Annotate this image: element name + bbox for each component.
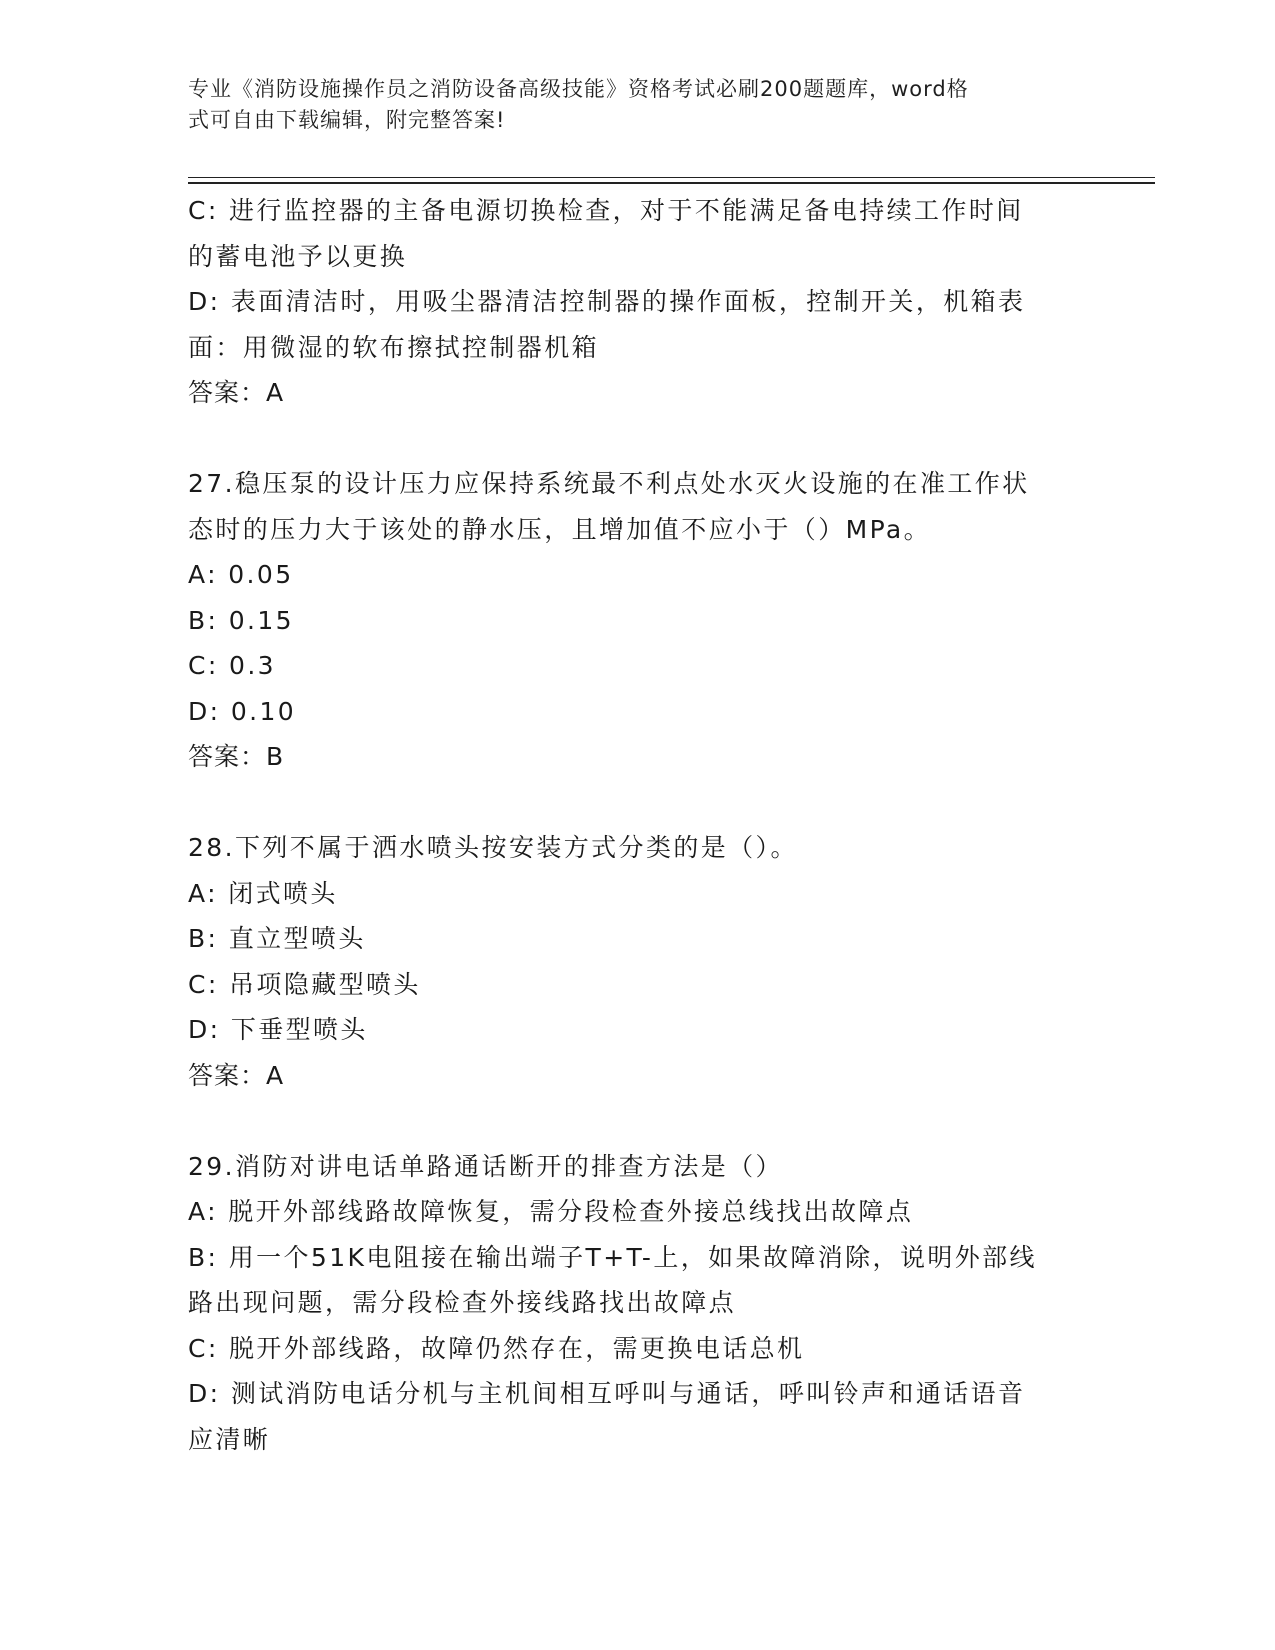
option-c: C: 进行监控器的主备电源切换检查，对于不能满足备电持续工作时间 [188,196,1024,225]
option-d: D: 测试消防电话分机与主机间相互呼叫与通话，呼叫铃声和通话语音 [188,1379,1026,1408]
spacer [188,1098,1088,1144]
option-d: D: 表面清洁时，用吸尘器清洁控制器的操作面板，控制开关，机箱表 [188,287,1026,316]
option-b: B: 0.15 [188,605,294,635]
header-divider-thick [188,182,1155,184]
question-stem: 29.消防对讲电话单路通话断开的排查方法是（） [188,1151,783,1181]
document-header [188,74,1068,136]
answer-label: 答案：B [188,742,285,771]
question-27 [188,461,1088,780]
question-stem: 28.下列不属于洒水喷头按安装方式分类的是（）。 [188,833,798,862]
question-29 [188,1144,1088,1463]
option-b: B: 用一个51K电阻接在输出端子T+T-上，如果故障消除，说明外部线 [188,1242,1037,1272]
header-line-1: 专业《消防设施操作员之消防设备高级技能》资格考试必刷200题题库，word格 [188,77,969,101]
option-b-continued: 路出现问题，需分段检查外接线路找出故障点 [188,1288,737,1317]
question-26-continued [188,188,1088,416]
option-d: D: 下垂型喷头 [188,1015,368,1044]
option-b: B: 直立型喷头 [188,924,366,953]
option-a: A: 脱开外部线路故障恢复，需分段检查外接总线找出故障点 [188,1197,914,1226]
option-c: C: 吊项隐藏型喷头 [188,969,421,999]
option-a: A: 闭式喷头 [188,878,338,908]
answer-label: 答案：A [188,378,285,407]
question-stem-continued: 态时的压力大于该处的静水压，且增加值不应小于（）MPa。 [188,514,932,544]
option-d: D: 0.10 [188,696,297,726]
question-stem: 27.稳压泵的设计压力应保持系统最不利点处水灭火设施的在准工作状 [188,469,1030,498]
option-d-continued: 面：用微湿的软布擦拭控制器机箱 [188,332,600,362]
option-c: C: 脱开外部线路，故障仍然存在，需更换电话总机 [188,1333,805,1363]
option-c: C: 0.3 [188,651,276,680]
option-c-continued: 的蓄电池予以更换 [188,241,408,271]
question-28 [188,825,1088,1098]
spacer [188,780,1088,826]
option-a: A: 0.05 [188,560,294,589]
document-body [188,188,1088,1462]
header-line-2: 式可自由下载编辑，附完整答案! [188,108,506,132]
answer-label: 答案：A [188,1060,285,1090]
header-divider-thin [188,177,1155,178]
spacer [188,416,1088,462]
option-d-continued: 应清晰 [188,1424,271,1454]
